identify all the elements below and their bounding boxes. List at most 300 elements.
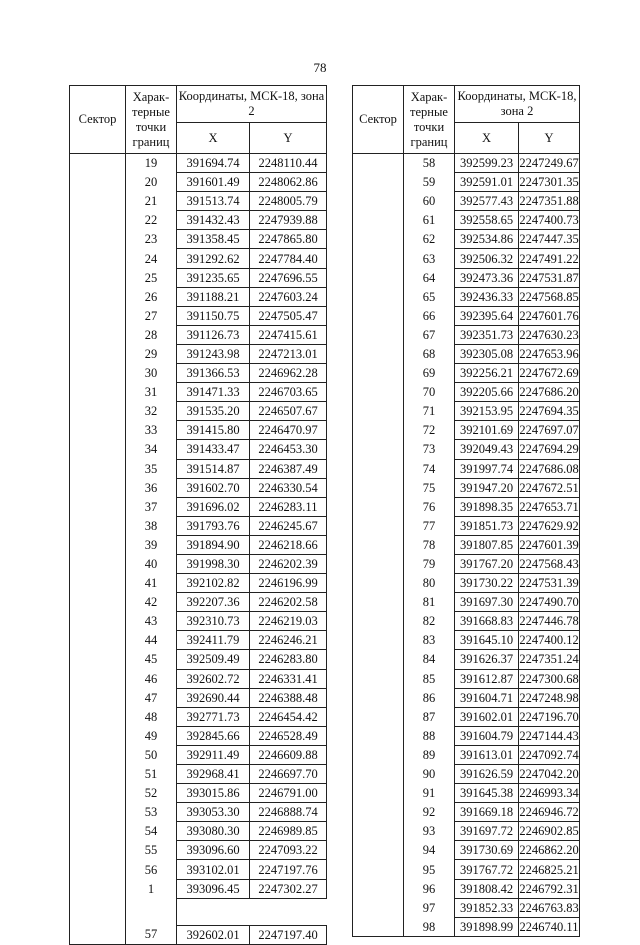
point-number: 82 xyxy=(404,612,455,631)
coord-y: 2247092.74 xyxy=(519,745,580,764)
coord-x: 391602.01 xyxy=(455,707,519,726)
sector-cell xyxy=(70,860,126,879)
coord-y: 2247144.43 xyxy=(519,726,580,745)
coord-x xyxy=(177,898,250,925)
table-row xyxy=(70,516,327,535)
sector-cell xyxy=(353,421,404,440)
point-number: 20 xyxy=(126,173,177,192)
point-number: 69 xyxy=(404,364,455,383)
sector-cell xyxy=(70,726,126,745)
coord-y: 2247249.67 xyxy=(519,154,580,173)
coord-x: 392207.36 xyxy=(177,593,250,612)
table-row xyxy=(353,574,580,593)
table-row xyxy=(353,344,580,363)
coord-x: 392102.82 xyxy=(177,574,250,593)
sector-cell xyxy=(70,803,126,822)
coord-x: 391604.79 xyxy=(455,726,519,745)
coord-x: 392436.33 xyxy=(455,287,519,306)
coord-y: 2247865.80 xyxy=(250,230,327,249)
table-row xyxy=(70,344,327,363)
table-row xyxy=(70,249,327,268)
header-coords: Координаты, МСК-18, зона 2 xyxy=(455,86,580,123)
coord-x: 393096.60 xyxy=(177,841,250,860)
point-number: 42 xyxy=(126,593,177,612)
table-row xyxy=(70,612,327,631)
coord-y: 2246791.00 xyxy=(250,784,327,803)
point-number: 67 xyxy=(404,325,455,344)
table-row xyxy=(353,287,580,306)
coord-y: 2246763.83 xyxy=(519,898,580,917)
sector-cell xyxy=(70,497,126,516)
coord-y: 2246902.85 xyxy=(519,822,580,841)
sector-cell xyxy=(70,669,126,688)
sector-cell xyxy=(353,287,404,306)
coord-x: 391947.20 xyxy=(455,478,519,497)
point-number: 48 xyxy=(126,707,177,726)
sector-cell xyxy=(70,784,126,803)
coord-x: 392310.73 xyxy=(177,612,250,631)
coord-y: 2246792.31 xyxy=(519,879,580,898)
point-number: 41 xyxy=(126,574,177,593)
coord-x: 391613.01 xyxy=(455,745,519,764)
coord-y: 2246331.41 xyxy=(250,669,327,688)
point-number: 58 xyxy=(404,154,455,173)
coord-x: 391694.74 xyxy=(177,154,250,173)
point-number: 24 xyxy=(126,249,177,268)
coord-y: 2248005.79 xyxy=(250,192,327,211)
coord-y: 2247248.98 xyxy=(519,688,580,707)
coord-y: 2247686.20 xyxy=(519,383,580,402)
sector-cell xyxy=(70,364,126,383)
sector-cell xyxy=(70,344,126,363)
point-number: 91 xyxy=(404,784,455,803)
table-row xyxy=(70,173,327,192)
table-row xyxy=(353,306,580,325)
coord-y: 2247415.61 xyxy=(250,325,327,344)
table-row xyxy=(70,574,327,593)
coord-x: 391150.75 xyxy=(177,306,250,325)
sector-cell xyxy=(70,287,126,306)
table-row xyxy=(70,650,327,669)
table-row xyxy=(70,925,327,944)
coord-y: 2247694.35 xyxy=(519,402,580,421)
point-number: 25 xyxy=(126,268,177,287)
table-row xyxy=(70,898,327,925)
sector-cell xyxy=(353,631,404,650)
point-number: 35 xyxy=(126,459,177,478)
coord-x: 392351.73 xyxy=(455,325,519,344)
coord-y: 2247300.68 xyxy=(519,669,580,688)
table-row xyxy=(353,249,580,268)
sector-cell xyxy=(353,344,404,363)
table-row xyxy=(353,383,580,402)
point-number: 40 xyxy=(126,554,177,573)
sector-cell xyxy=(70,745,126,764)
page-number: 78 xyxy=(313,60,327,75)
sector-cell xyxy=(353,612,404,631)
point-number: 1 xyxy=(126,879,177,898)
point-number: 96 xyxy=(404,879,455,898)
table-row xyxy=(353,211,580,230)
coord-x: 391793.76 xyxy=(177,516,250,535)
sector-cell xyxy=(353,268,404,287)
table-row xyxy=(70,688,327,707)
coord-x: 392534.86 xyxy=(455,230,519,249)
point-number: 49 xyxy=(126,726,177,745)
coord-y: 2247603.24 xyxy=(250,287,327,306)
table-row xyxy=(70,364,327,383)
table-row xyxy=(353,841,580,860)
point-number: 80 xyxy=(404,574,455,593)
point-number: 62 xyxy=(404,230,455,249)
coord-x: 391696.02 xyxy=(177,497,250,516)
table-row xyxy=(70,726,327,745)
table-row xyxy=(70,211,327,230)
coord-y: 2247531.39 xyxy=(519,574,580,593)
coord-x: 391851.73 xyxy=(455,516,519,535)
coord-y: 2247491.22 xyxy=(519,249,580,268)
table-row xyxy=(353,650,580,669)
point-number: 36 xyxy=(126,478,177,497)
sector-cell xyxy=(70,650,126,669)
point-number: 64 xyxy=(404,268,455,287)
point-number: 23 xyxy=(126,230,177,249)
point-number: 97 xyxy=(404,898,455,917)
point-number: 34 xyxy=(126,440,177,459)
sector-cell xyxy=(353,306,404,325)
sector-cell xyxy=(70,325,126,344)
sector-cell xyxy=(353,173,404,192)
sector-cell xyxy=(353,688,404,707)
sector-cell xyxy=(70,421,126,440)
sector-cell xyxy=(353,478,404,497)
table-row xyxy=(70,459,327,478)
header-y: Y xyxy=(250,123,327,154)
point-number: 94 xyxy=(404,841,455,860)
point-number: 86 xyxy=(404,688,455,707)
coord-x: 391366.53 xyxy=(177,364,250,383)
table-row xyxy=(70,841,327,860)
table-row xyxy=(353,917,580,936)
coord-y: 2246862.20 xyxy=(519,841,580,860)
sector-cell xyxy=(70,879,126,898)
coord-y: 2246989.85 xyxy=(250,822,327,841)
coord-y: 2246246.21 xyxy=(250,631,327,650)
sector-cell xyxy=(70,688,126,707)
sector-cell xyxy=(70,516,126,535)
coord-y: 2247490.70 xyxy=(519,593,580,612)
coord-x: 391243.98 xyxy=(177,344,250,363)
header-sector: Сектор xyxy=(70,86,126,154)
coord-y: 2246454.42 xyxy=(250,707,327,726)
sector-cell xyxy=(70,383,126,402)
coord-y: 2247672.51 xyxy=(519,478,580,497)
point-number: 85 xyxy=(404,669,455,688)
coord-y: 2247697.07 xyxy=(519,421,580,440)
sector-cell xyxy=(70,925,126,944)
table-row xyxy=(353,612,580,631)
sector-cell xyxy=(70,306,126,325)
table-row xyxy=(70,402,327,421)
coord-x: 391535.20 xyxy=(177,402,250,421)
point-number xyxy=(126,898,177,925)
point-number: 54 xyxy=(126,822,177,841)
coord-x: 392845.66 xyxy=(177,726,250,745)
point-number: 89 xyxy=(404,745,455,764)
table-row xyxy=(353,765,580,784)
coord-y: 2246387.49 xyxy=(250,459,327,478)
table-row xyxy=(353,726,580,745)
sector-cell xyxy=(70,554,126,573)
coord-x: 391126.73 xyxy=(177,325,250,344)
coord-y: 2246470.97 xyxy=(250,421,327,440)
point-number: 76 xyxy=(404,497,455,516)
point-number: 79 xyxy=(404,554,455,573)
coord-y: 2247784.40 xyxy=(250,249,327,268)
point-number: 21 xyxy=(126,192,177,211)
sector-cell xyxy=(70,459,126,478)
point-number: 73 xyxy=(404,440,455,459)
sector-cell xyxy=(353,593,404,612)
coord-x: 391645.10 xyxy=(455,631,519,650)
point-number: 53 xyxy=(126,803,177,822)
sector-cell xyxy=(70,192,126,211)
sector-cell xyxy=(353,860,404,879)
table-row xyxy=(353,268,580,287)
table-row xyxy=(353,535,580,554)
table-row xyxy=(353,440,580,459)
coord-x: 391645.38 xyxy=(455,784,519,803)
sector-cell xyxy=(353,535,404,554)
sector-cell xyxy=(70,574,126,593)
header-x: X xyxy=(177,123,250,154)
coord-y: 2246962.28 xyxy=(250,364,327,383)
coord-y: 2246703.65 xyxy=(250,383,327,402)
point-number: 47 xyxy=(126,688,177,707)
coord-x: 392911.49 xyxy=(177,745,250,764)
coord-x: 391514.87 xyxy=(177,459,250,478)
point-number: 55 xyxy=(126,841,177,860)
table-row xyxy=(70,440,327,459)
point-number: 50 xyxy=(126,745,177,764)
coord-y: 2247400.73 xyxy=(519,211,580,230)
sector-cell xyxy=(353,669,404,688)
sector-cell xyxy=(353,650,404,669)
table-row xyxy=(353,860,580,879)
coord-y: 2248110.44 xyxy=(250,154,327,173)
point-number: 19 xyxy=(126,154,177,173)
table-row xyxy=(70,230,327,249)
coord-y: 2247042.20 xyxy=(519,765,580,784)
coord-x: 392101.69 xyxy=(455,421,519,440)
sector-cell xyxy=(70,249,126,268)
coord-x: 391998.30 xyxy=(177,554,250,573)
coord-x: 393053.30 xyxy=(177,803,250,822)
coordinates-table-right xyxy=(352,85,580,937)
table-row xyxy=(353,745,580,764)
sector-cell xyxy=(70,841,126,860)
point-number: 46 xyxy=(126,669,177,688)
sector-cell xyxy=(70,898,126,925)
table-row xyxy=(70,497,327,516)
coord-y: 2247197.40 xyxy=(250,925,327,944)
sector-cell xyxy=(70,535,126,554)
table-row xyxy=(353,364,580,383)
table-row xyxy=(70,268,327,287)
point-number: 90 xyxy=(404,765,455,784)
point-number: 31 xyxy=(126,383,177,402)
coord-y: 2246218.66 xyxy=(250,535,327,554)
table-row xyxy=(70,593,327,612)
coord-y xyxy=(250,898,327,925)
header-coords: Координаты, МСК-18, зона 2 xyxy=(177,86,327,123)
point-number: 84 xyxy=(404,650,455,669)
coord-y: 2246202.58 xyxy=(250,593,327,612)
coord-x: 392690.44 xyxy=(177,688,250,707)
coord-x: 391898.35 xyxy=(455,497,519,516)
table-row xyxy=(70,669,327,688)
sector-cell xyxy=(353,459,404,478)
coord-y: 2246993.34 xyxy=(519,784,580,803)
point-number: 74 xyxy=(404,459,455,478)
header-x: X xyxy=(455,123,519,154)
table-row xyxy=(70,287,327,306)
coord-y: 2247213.01 xyxy=(250,344,327,363)
point-number: 51 xyxy=(126,765,177,784)
sector-cell xyxy=(70,230,126,249)
point-number: 63 xyxy=(404,249,455,268)
table-row xyxy=(353,593,580,612)
coord-x: 391898.99 xyxy=(455,917,519,936)
coord-x: 391626.37 xyxy=(455,650,519,669)
table-row xyxy=(70,306,327,325)
sector-cell xyxy=(353,516,404,535)
coord-y: 2246245.67 xyxy=(250,516,327,535)
sector-cell xyxy=(353,898,404,917)
point-number: 70 xyxy=(404,383,455,402)
point-number: 37 xyxy=(126,497,177,516)
coord-x: 391807.85 xyxy=(455,535,519,554)
coord-x: 391188.21 xyxy=(177,287,250,306)
table-row xyxy=(70,478,327,497)
point-number: 87 xyxy=(404,707,455,726)
coord-x: 391669.18 xyxy=(455,803,519,822)
sector-cell xyxy=(353,726,404,745)
coord-x: 391433.47 xyxy=(177,440,250,459)
sector-cell xyxy=(353,383,404,402)
sector-cell xyxy=(70,440,126,459)
coord-x: 391513.74 xyxy=(177,192,250,211)
sector-cell xyxy=(70,631,126,650)
coord-x: 391604.71 xyxy=(455,688,519,707)
sector-cell xyxy=(70,612,126,631)
table-row xyxy=(70,879,327,898)
coord-x: 391602.70 xyxy=(177,478,250,497)
coord-y: 2247196.70 xyxy=(519,707,580,726)
point-number: 66 xyxy=(404,306,455,325)
table-row xyxy=(353,669,580,688)
table-row xyxy=(70,535,327,554)
point-number: 29 xyxy=(126,344,177,363)
coord-x: 391767.72 xyxy=(455,860,519,879)
coord-x: 393080.30 xyxy=(177,822,250,841)
point-number: 93 xyxy=(404,822,455,841)
coord-y: 2247400.12 xyxy=(519,631,580,650)
sector-cell xyxy=(353,211,404,230)
sector-cell xyxy=(353,440,404,459)
coord-x: 392305.08 xyxy=(455,344,519,363)
sector-cell xyxy=(70,707,126,726)
coord-x: 392599.23 xyxy=(455,154,519,173)
header-y: Y xyxy=(519,123,580,154)
header-sector: Сектор xyxy=(353,86,404,154)
point-number: 83 xyxy=(404,631,455,650)
coord-x: 393015.86 xyxy=(177,784,250,803)
coord-x: 392153.95 xyxy=(455,402,519,421)
coord-y: 2247601.39 xyxy=(519,535,580,554)
table-row xyxy=(70,554,327,573)
sector-cell xyxy=(353,841,404,860)
coord-x: 392509.49 xyxy=(177,650,250,669)
coord-x: 392602.72 xyxy=(177,669,250,688)
coord-x: 391697.72 xyxy=(455,822,519,841)
sector-cell xyxy=(353,822,404,841)
coord-x: 392411.79 xyxy=(177,631,250,650)
coord-x: 391730.22 xyxy=(455,574,519,593)
coord-y: 2246697.70 xyxy=(250,765,327,784)
sector-cell xyxy=(353,192,404,211)
table-row xyxy=(353,688,580,707)
point-number: 32 xyxy=(126,402,177,421)
point-number: 39 xyxy=(126,535,177,554)
table-row xyxy=(353,497,580,516)
table-row xyxy=(353,459,580,478)
coord-x: 391432.43 xyxy=(177,211,250,230)
coord-x: 392591.01 xyxy=(455,173,519,192)
table-row xyxy=(70,784,327,803)
point-number: 27 xyxy=(126,306,177,325)
sector-cell xyxy=(353,402,404,421)
point-number: 59 xyxy=(404,173,455,192)
point-number: 28 xyxy=(126,325,177,344)
coord-x: 392049.43 xyxy=(455,440,519,459)
table-row xyxy=(353,879,580,898)
table-row xyxy=(353,803,580,822)
table-row xyxy=(353,230,580,249)
sector-cell xyxy=(353,497,404,516)
sector-cell xyxy=(353,803,404,822)
header-points: Харак-терные точки границ xyxy=(126,86,177,154)
point-number: 56 xyxy=(126,860,177,879)
sector-cell xyxy=(353,917,404,936)
coord-y: 2247672.69 xyxy=(519,364,580,383)
point-number: 71 xyxy=(404,402,455,421)
point-number: 75 xyxy=(404,478,455,497)
coord-x: 392577.43 xyxy=(455,192,519,211)
point-number: 52 xyxy=(126,784,177,803)
table-row xyxy=(353,822,580,841)
coord-y: 2246283.11 xyxy=(250,497,327,516)
sector-cell xyxy=(70,593,126,612)
coord-y: 2246219.03 xyxy=(250,612,327,631)
point-number: 38 xyxy=(126,516,177,535)
sector-cell xyxy=(353,879,404,898)
point-number: 30 xyxy=(126,364,177,383)
coord-y: 2246388.48 xyxy=(250,688,327,707)
point-number: 60 xyxy=(404,192,455,211)
sector-cell xyxy=(353,745,404,764)
table-row xyxy=(353,478,580,497)
